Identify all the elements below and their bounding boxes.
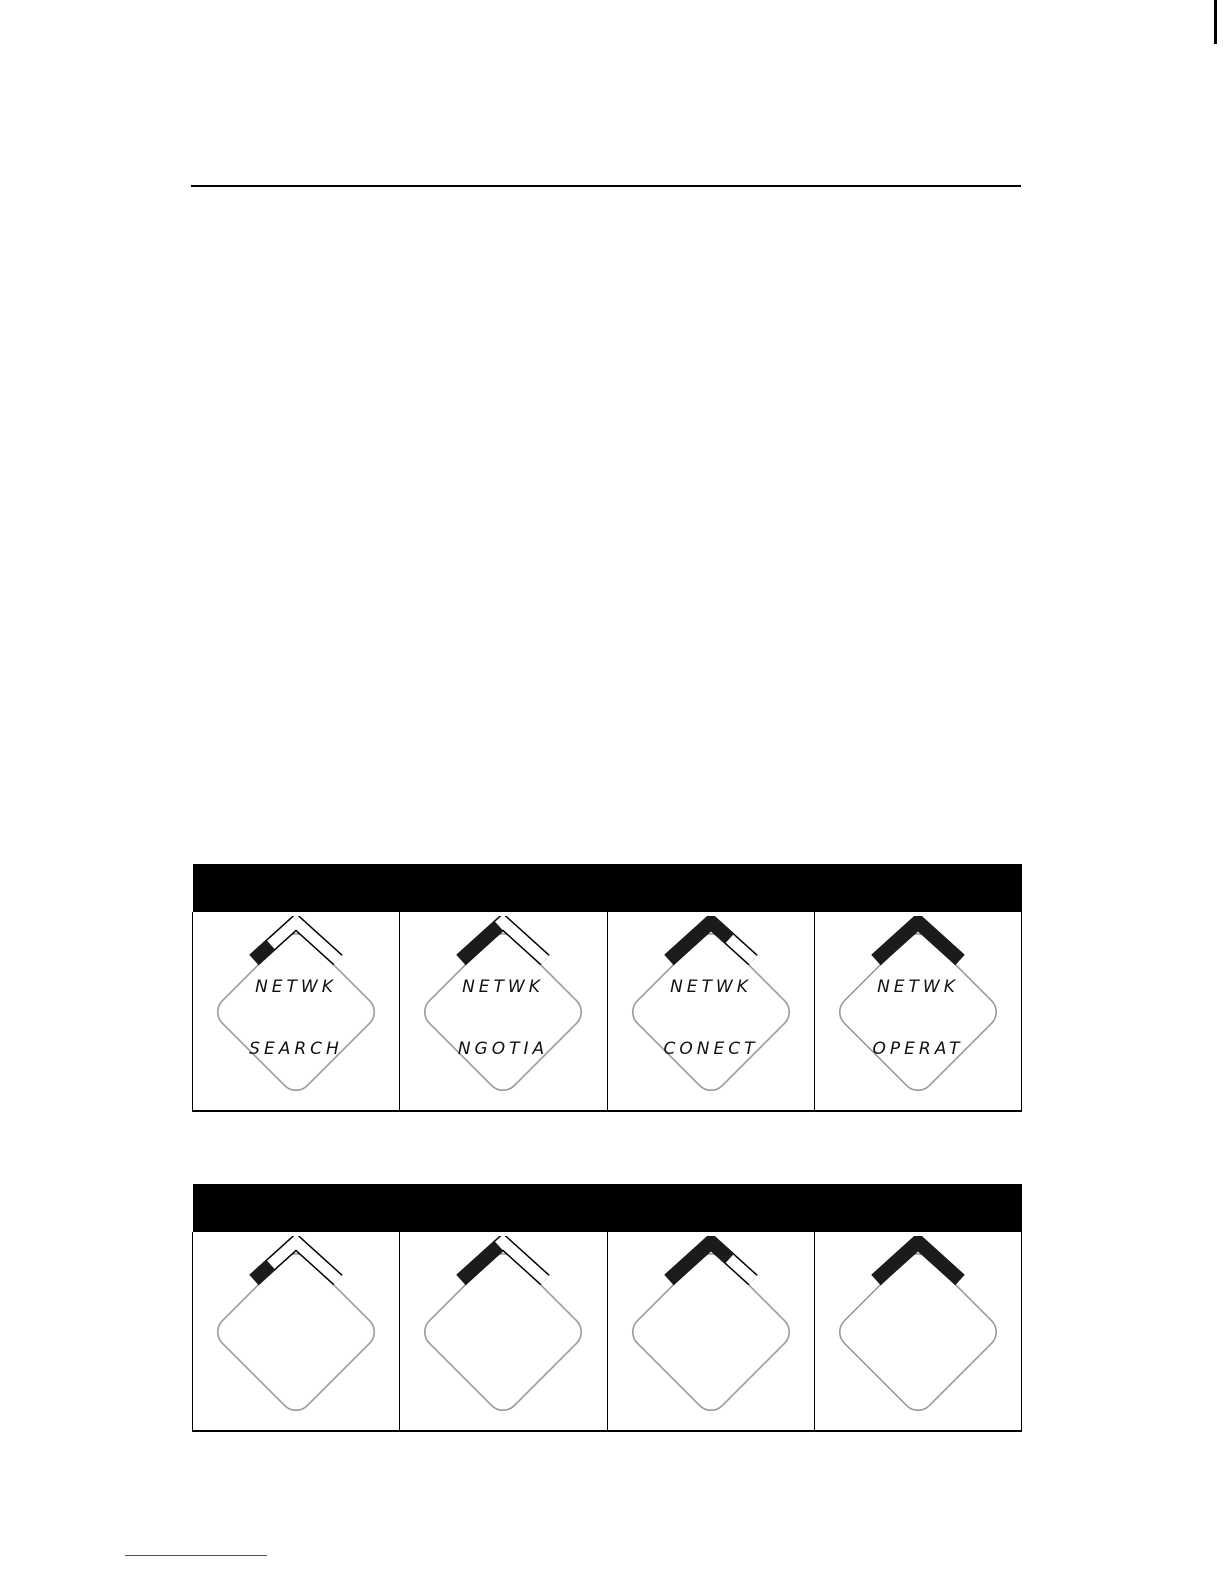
status-label-top: NETWK <box>255 977 338 997</box>
network-status-diamond-icon <box>198 916 394 1106</box>
diamond-outline <box>833 1247 1003 1417</box>
state-cell <box>607 1232 814 1431</box>
state-cell <box>814 1232 1021 1431</box>
state-cell <box>814 912 1021 1111</box>
status-label-bottom: CONECT <box>663 1039 759 1059</box>
network-status-diamond-icon <box>613 1236 809 1426</box>
footer-link-underline <box>125 1555 267 1556</box>
network-status-diamond-icon <box>405 1236 601 1426</box>
status-label-top: NETWK <box>669 977 752 997</box>
state-cell <box>193 912 400 1111</box>
state-cell <box>607 912 814 1111</box>
network-states-table-icons <box>192 1184 1022 1432</box>
table-header-bar <box>193 1184 1022 1232</box>
table-header-bar <box>193 864 1022 912</box>
status-label-bottom: OPERAT <box>872 1039 964 1059</box>
state-cell <box>193 1232 400 1431</box>
status-label-bottom: NGOTIA <box>458 1039 549 1059</box>
diamond-outline <box>626 1247 796 1417</box>
state-cell <box>400 1232 607 1431</box>
network-status-diamond-icon <box>820 1236 1016 1426</box>
network-status-diamond-icon <box>405 916 601 1106</box>
network-status-diamond-icon <box>613 916 809 1106</box>
network-status-diamond-icon <box>198 1236 394 1426</box>
diamond-outline <box>419 1247 589 1417</box>
status-label-top: NETWK <box>462 977 545 997</box>
state-cell <box>400 912 607 1111</box>
network-states-table-labeled <box>192 864 1022 1112</box>
page-edge-mark <box>1214 0 1217 44</box>
diamond-outline <box>211 927 381 1097</box>
network-status-diamond-icon <box>820 916 1016 1106</box>
status-label-top: NETWK <box>876 977 959 997</box>
diamond-outline <box>833 927 1003 1097</box>
diamond-outline <box>419 927 589 1097</box>
diamond-outline <box>211 1247 381 1417</box>
diamond-outline <box>626 927 796 1097</box>
header-rule <box>191 185 1021 187</box>
status-label-bottom: SEARCH <box>249 1039 343 1059</box>
